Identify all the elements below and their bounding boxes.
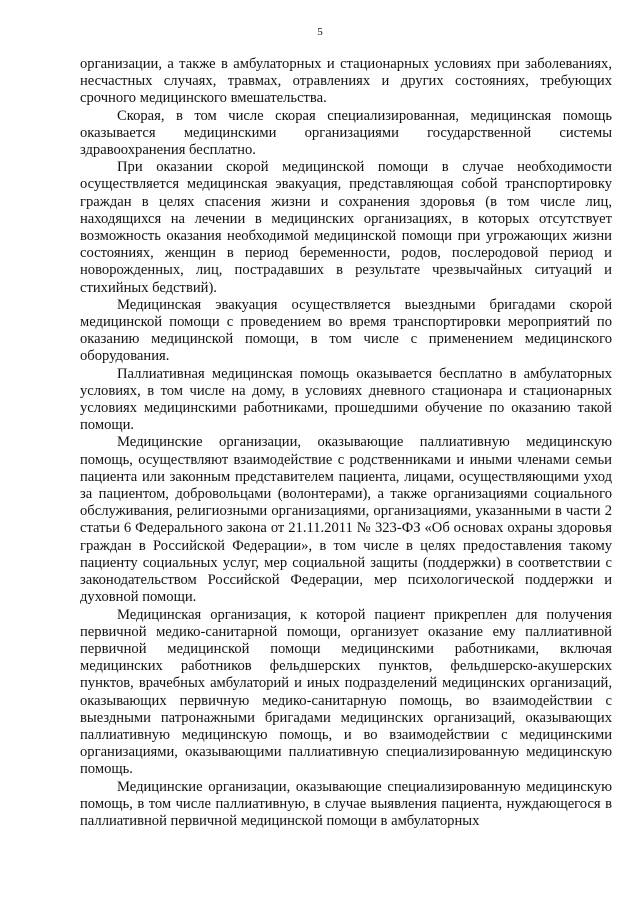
paragraph-evacuation-teams: Медицинская эвакуация осуществляется выездными бригадами скорой медицинской помощи с проведением во время транспортировки мероприятий по оказанию медицинской помощи, в том числе с применением медицинского оборудования. [80,296,612,365]
paragraph-primary-care-organization: Медицинская организация, к которой пациент прикреплен для получения первичной медико-санитарной помощи, организует оказание ему паллиативной первичной медицинской помощи медицинскими работниками, включая медицинских работников фельдшерских пунктов, фельдшерско-акушерских пунктов, врачебных амбулаторий и иных подразделений медицинских организаций, оказывающих первичную медико-санитарную помощь, во взаимодействии с выездными патронажными бригадами медицинских организаций, оказывающих паллиативную медицинскую помощь, и во взаимодействии с медицинскими организациями, оказывающими паллиативную специализированную медицинскую помощь. [80,606,612,778]
paragraph-palliative-care: Паллиативная медицинская помощь оказывается бесплатно в амбулаторных условиях, в том числе на дому, в условиях дневного стационара и стационарных условиях медицинскими работниками, прошедшими обучение по оказанию такой помощи. [80,365,612,434]
paragraph-1-continued: организации, а также в амбулаторных и стационарных условиях при заболеваниях, несчастных случаях, травмах, отравлениях и других состояниях, требующих срочного медицинского вмешательства. [80,56,612,107]
paragraph-palliative-organizations: Медицинские организации, оказывающие паллиативную медицинскую помощь, осуществляют взаимодействие с родственниками и иными членами семьи пациента или законным представителем пациента, лицами, осуществляющими уход за пациентом, добровольцами (волонтерами), а также организациями социального обслуживания, религиозными организациями, организациями, указанными в части 2 статьи 6 Федерального закона от 21.11.2011 № 323-ФЗ «Об основах охраны здоровья граждан в Российской Федерации», в том числе в целях предоставления такому пациенту социальных услуг, мер социальной защиты (поддержки) в соответствии с законодательством Российской Федерации, мер психологической поддержки и духовной помощи. [80,434,612,606]
paragraph-specialized-organizations: Медицинские организации, оказывающие специализированную медицинскую помощь, в том числе паллиативную, в случае выявления пациента, нуждающегося в паллиативной первичной медицинской помощи в амбулаторных [80,778,612,829]
document-body [80,56,612,830]
paragraph-emergency-care: Скорая, в том числе скорая специализированная, медицинская помощь оказывается медицинскими организациями государственной системы здравоохранения бесплатно. [80,107,612,159]
paragraph-medical-evacuation: При оказании скорой медицинской помощи в случае необходимости осуществляется медицинская эвакуация, представляющая собой транспортировку граждан в целях спасения жизни и сохранения здоровья (в том числе лиц, находящихся на лечении в медицинских организациях, в которых отсутствует возможность оказания необходимой медицинской помощи при угрожающих жизни состояниях, женщин в период беременности, родов, послеродовой период и новорожденных, лиц, пострадавших в результате чрезвычайных ситуаций и стихийных бедствий). [80,159,612,296]
page-number: 5 [317,26,323,38]
